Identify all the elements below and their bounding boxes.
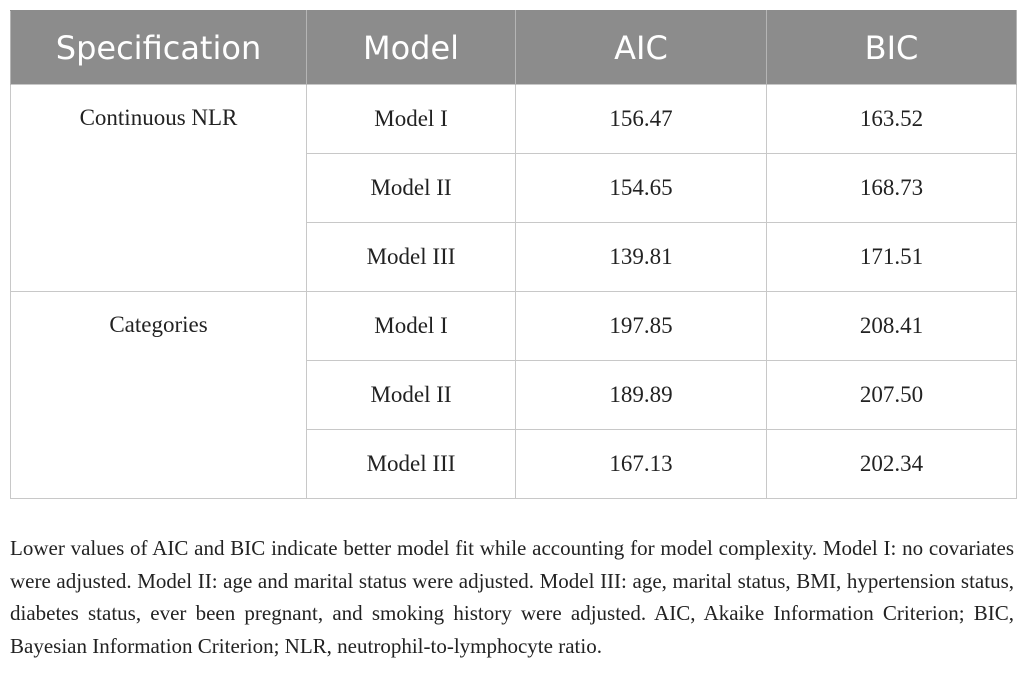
table-row [11, 85, 1017, 154]
specification-cell: Categories [11, 292, 307, 499]
bic-cell: 168.73 [767, 154, 1017, 223]
aic-cell: 154.65 [516, 154, 767, 223]
table-footnote: Lower values of AIC and BIC indicate better model fit while accounting for model complexity. Model I: no covariates were adjusted. Model II: age and marital status were adjusted. Model III: age, marital status, BMI, hypertension status, diabetes status, ever been pregnant, and smoking history were adjusted. AIC, Akaike Information Criterion; BIC, Bayesian Information Criterion; NLR, neutrophil-to-lymphocyte ratio. [10, 536, 1014, 658]
bic-cell: 163.52 [767, 85, 1017, 154]
table-body [11, 85, 1017, 499]
bic-cell: 171.51 [767, 223, 1017, 292]
model-cell: Model I [307, 292, 516, 361]
header-bic: BIC [767, 11, 1017, 85]
model-cell: Model II [307, 361, 516, 430]
aic-cell: 167.13 [516, 430, 767, 499]
table-container [10, 10, 1016, 499]
aic-cell: 197.85 [516, 292, 767, 361]
specification-cell: Continuous NLR [11, 85, 307, 292]
table-header [11, 11, 1017, 85]
model-fit-table [10, 10, 1017, 499]
header-aic: AIC [516, 11, 767, 85]
aic-cell: 189.89 [516, 361, 767, 430]
bic-cell: 202.34 [767, 430, 1017, 499]
model-cell: Model III [307, 223, 516, 292]
model-cell: Model II [307, 154, 516, 223]
model-cell: Model III [307, 430, 516, 499]
table-row [11, 292, 1017, 361]
model-cell: Model I [307, 85, 516, 154]
aic-cell: 156.47 [516, 85, 767, 154]
header-specification: Specification [11, 11, 307, 85]
bic-cell: 207.50 [767, 361, 1017, 430]
bic-cell: 208.41 [767, 292, 1017, 361]
header-model: Model [307, 11, 516, 85]
aic-cell: 139.81 [516, 223, 767, 292]
header-row [11, 11, 1017, 85]
